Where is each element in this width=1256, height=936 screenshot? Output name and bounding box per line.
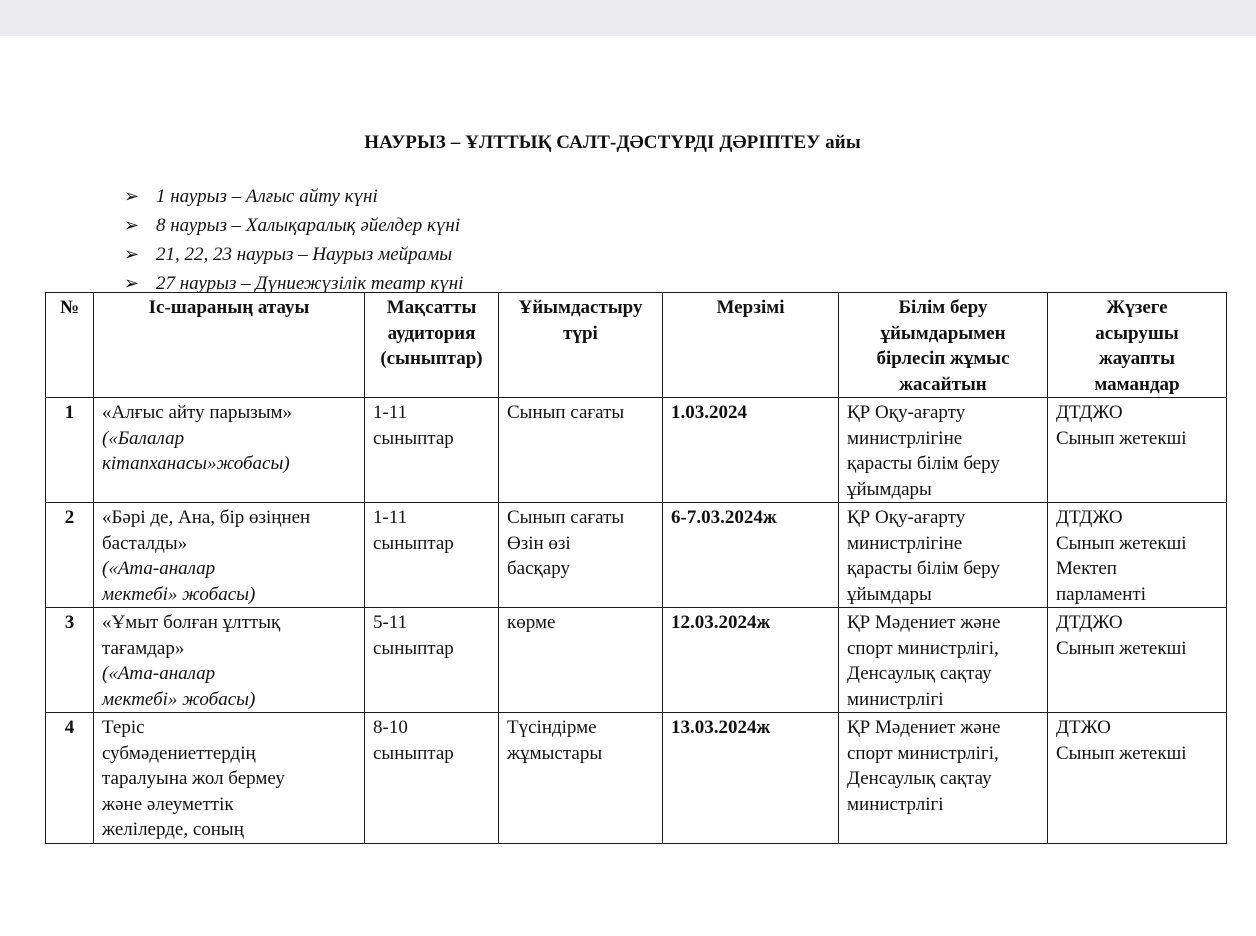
page-title: НАУРЫЗ – ҰЛТТЫҚ САЛТ-ДӘСТҮРДІ ДӘРІПТЕУ айы: [364, 132, 861, 153]
cell-audience: 1-11 сыныптар: [365, 503, 499, 608]
header-form: Ұйымдастыру түрі: [499, 293, 663, 398]
viewer-top-bar: [0, 0, 1256, 36]
header-name: Іс-шараның атауы: [94, 293, 365, 398]
table-row: [46, 713, 1227, 844]
arrow-bullet-icon: ➢: [124, 244, 140, 264]
holiday-list: [124, 182, 463, 298]
cell-form: Сынып сағаты Өзін өзі басқару: [499, 503, 663, 608]
cell-partners: ҚР Мәдениет және спорт министрлігі, Денсаулық сақтау министрлігі: [839, 608, 1048, 713]
cell-event-name: «Алғыс айту парызым» («Балалар кітапханасы»жобасы): [94, 398, 365, 503]
cell-num: 2: [46, 503, 94, 608]
cell-date: 1.03.2024: [663, 398, 839, 503]
cell-audience: 5-11 сыныптар: [365, 608, 499, 713]
document-page: [0, 36, 1256, 936]
header-num: №: [46, 293, 94, 398]
cell-partners: ҚР Оқу-ағарту министрлігіне қарасты білім беру ұйымдары: [839, 398, 1048, 503]
table-row: [46, 608, 1227, 713]
list-item: ➢ 27 наурыз – Дүниежүзілік театр күні: [124, 269, 463, 298]
cell-event-name: «Ұмыт болған ұлттық тағамдар» («Ата-аналар мектебі» жобасы): [94, 608, 365, 713]
cell-date: 6-7.03.2024ж: [663, 503, 839, 608]
cell-form: Сынып сағаты: [499, 398, 663, 503]
table-row: [46, 503, 1227, 608]
cell-date: 13.03.2024ж: [663, 713, 839, 844]
events-table: [45, 292, 1227, 844]
cell-responsible: ДТДЖО Сынып жетекші: [1048, 398, 1227, 503]
header-responsible: Жүзеге асырушы жауапты мамандар: [1048, 293, 1227, 398]
cell-responsible: ДТДЖО Сынып жетекші Мектеп парламенті: [1048, 503, 1227, 608]
cell-form: көрме: [499, 608, 663, 713]
list-item: ➢ 1 наурыз – Алғыс айту күні: [124, 182, 463, 211]
cell-partners: ҚР Мәдениет және спорт министрлігі, Денсаулық сақтау министрлігі: [839, 713, 1048, 844]
table-row: [46, 398, 1227, 503]
list-item: ➢ 8 наурыз – Халықаралық әйелдер күні: [124, 211, 463, 240]
cell-partners: ҚР Оқу-ағарту министрлігіне қарасты білім беру ұйымдары: [839, 503, 1048, 608]
table-header-row: [46, 293, 1227, 398]
list-item: ➢ 21, 22, 23 наурыз – Наурыз мейрамы: [124, 240, 463, 269]
cell-audience: 1-11 сыныптар: [365, 398, 499, 503]
cell-form: Түсіндірме жұмыстары: [499, 713, 663, 844]
header-partners: Білім беру ұйымдарымен бірлесіп жұмыс жасайтын: [839, 293, 1048, 398]
cell-responsible: ДТДЖО Сынып жетекші: [1048, 608, 1227, 713]
arrow-bullet-icon: ➢: [124, 215, 140, 235]
cell-responsible: ДТЖО Сынып жетекші: [1048, 713, 1227, 844]
cell-audience: 8-10 сыныптар: [365, 713, 499, 844]
cell-event-name: Теріс субмәдениеттердің таралуына жол бермеу және әлеуметтік желілерде, соның: [94, 713, 365, 844]
arrow-bullet-icon: ➢: [124, 273, 140, 293]
header-audience: Мақсатты аудитория (сыныптар): [365, 293, 499, 398]
cell-date: 12.03.2024ж: [663, 608, 839, 713]
cell-num: 1: [46, 398, 94, 503]
header-date: Мерзімі: [663, 293, 839, 398]
cell-num: 3: [46, 608, 94, 713]
arrow-bullet-icon: ➢: [124, 186, 140, 206]
cell-num: 4: [46, 713, 94, 844]
cell-event-name: «Бәрі де, Ана, бір өзіңнен басталды» («Ата-аналар мектебі» жобасы): [94, 503, 365, 608]
